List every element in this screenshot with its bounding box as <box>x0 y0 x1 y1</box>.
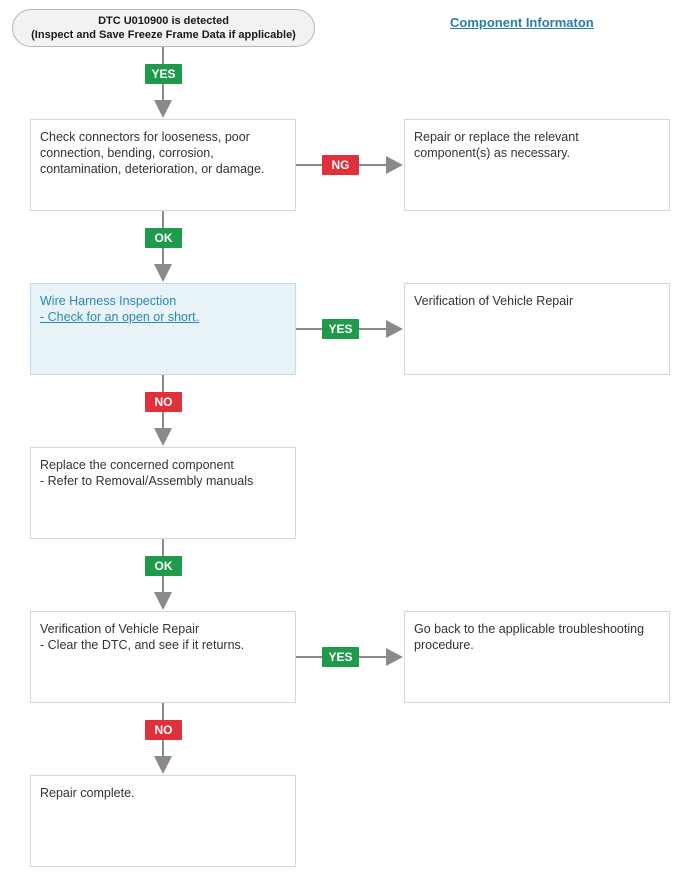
step-text: Verification of Vehicle Repair <box>414 294 574 308</box>
arrowhead-right <box>386 156 403 174</box>
arrowhead-down <box>154 592 172 610</box>
step-text: component(s) as necessary. <box>414 146 571 160</box>
repair-replace-step <box>404 119 670 211</box>
step-text: Replace the concerned component <box>40 458 234 472</box>
arrowhead-down <box>154 100 172 118</box>
step-text: Repair or replace the relevant <box>414 130 579 144</box>
wire-harness-step <box>30 283 296 375</box>
component-information-link[interactable]: Component Informaton <box>450 15 594 30</box>
arrowhead-down <box>154 756 172 774</box>
yes-badge: YES <box>322 647 359 667</box>
step-text: procedure. <box>414 638 474 652</box>
step-text: Go back to the applicable troubleshooting <box>414 622 645 636</box>
start-subtitle: (Inspect and Save Freeze Frame Data if applicable) <box>31 29 296 41</box>
yes-badge: YES <box>145 64 182 84</box>
step-text: - Refer to Removal/Assembly manuals <box>40 474 254 488</box>
repair-complete-step <box>30 775 296 867</box>
arrowhead-down <box>154 428 172 446</box>
no-badge: NO <box>145 720 182 740</box>
step-text: - Clear the DTC, and see if it returns. <box>40 638 245 652</box>
check-connectors-step <box>30 119 296 211</box>
no-badge: NO <box>145 392 182 412</box>
go-back-step <box>404 611 670 703</box>
ok-badge: OK <box>145 228 182 248</box>
replace-component-step <box>30 447 296 539</box>
ng-badge: NG <box>322 155 359 175</box>
step-text: Repair complete. <box>40 786 135 800</box>
wire-harness-title: Wire Harness Inspection <box>40 294 177 308</box>
ok-badge: OK <box>145 556 182 576</box>
step-text: Check connectors for looseness, poor <box>40 130 250 144</box>
start-title: DTC U010900 is detected <box>98 15 229 27</box>
start-node <box>12 9 315 47</box>
open-short-check-link[interactable]: - Check for an open or short. <box>40 310 200 324</box>
yes-badge: YES <box>322 319 359 339</box>
verification-step-1 <box>404 283 670 375</box>
arrowhead-down <box>154 264 172 282</box>
step-text: connection, bending, corrosion, <box>40 146 214 160</box>
verification-step-2 <box>30 611 296 703</box>
step-text: Verification of Vehicle Repair <box>40 622 200 636</box>
arrowhead-right <box>386 648 403 666</box>
step-text: contamination, deterioration, or damage. <box>40 162 265 176</box>
arrowhead-right <box>386 320 403 338</box>
